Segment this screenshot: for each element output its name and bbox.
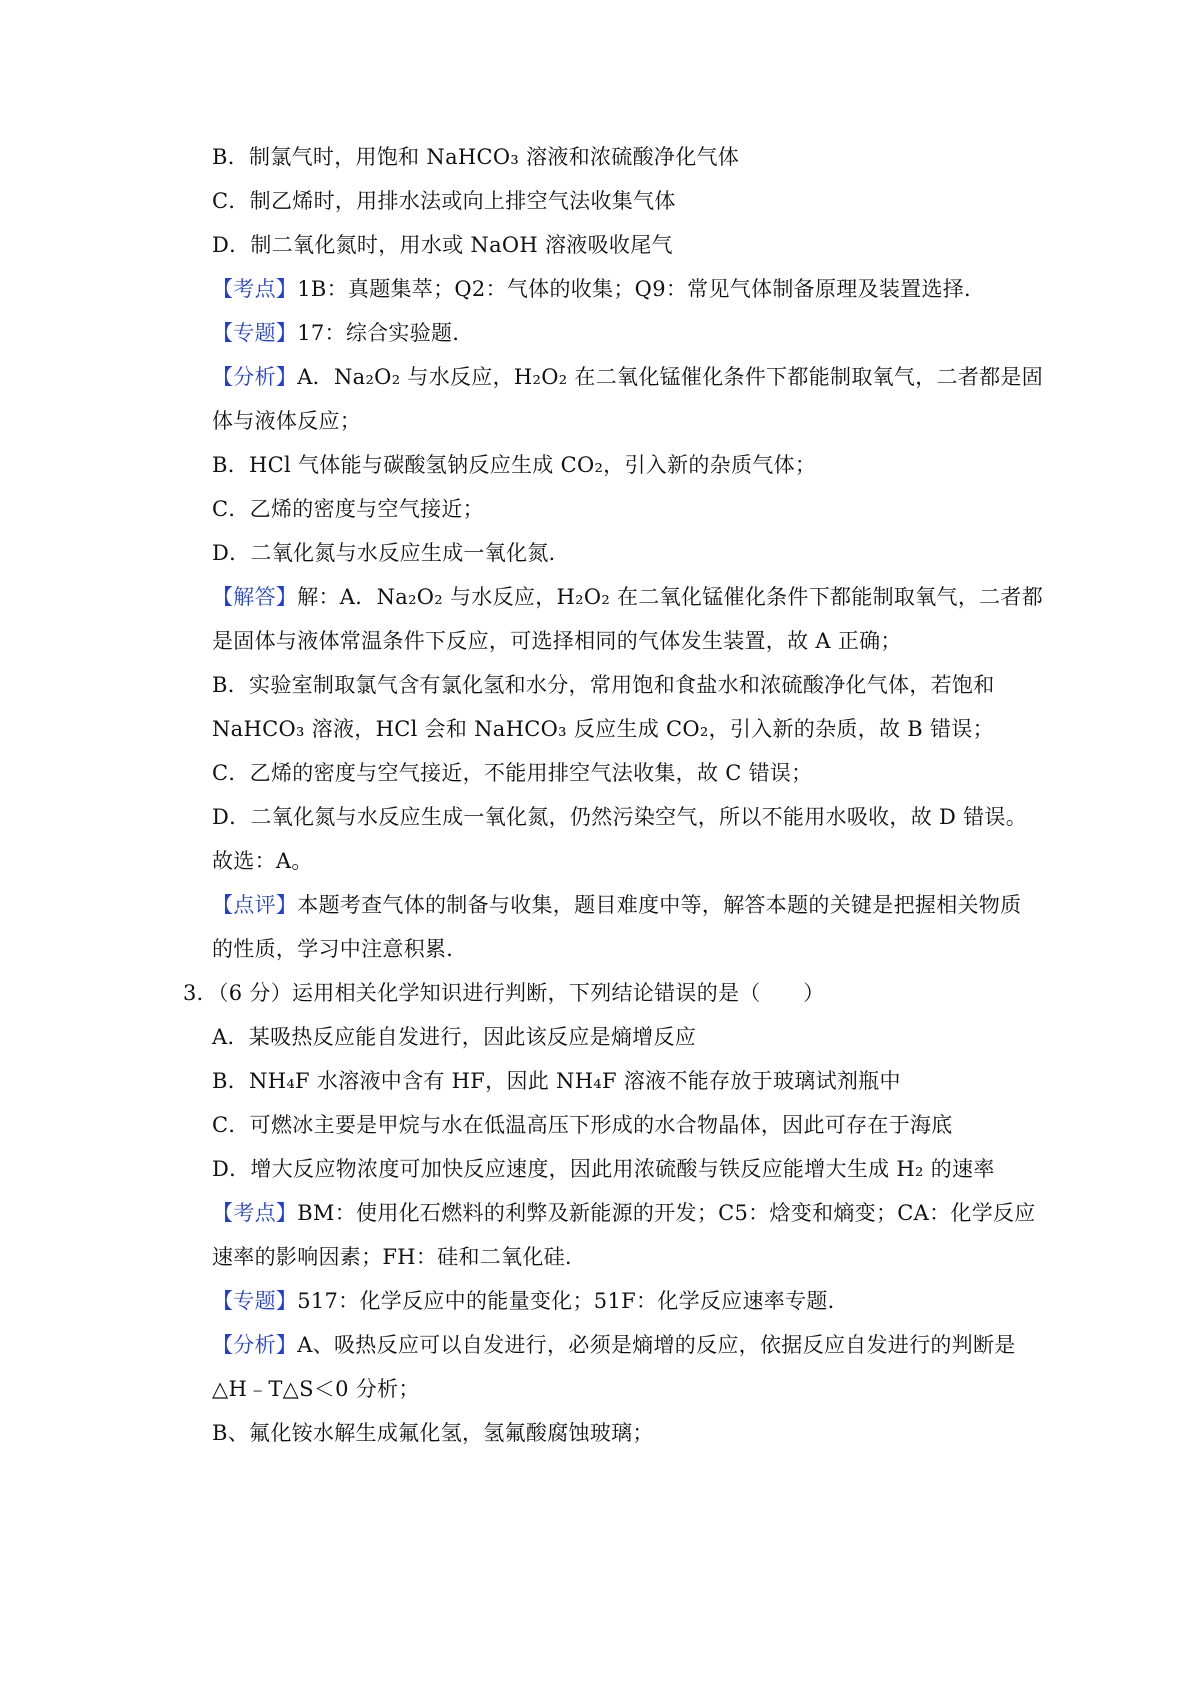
kaodian-tag: 【考点】 xyxy=(212,277,298,301)
fenxi-text: A、吸热反应可以自发进行，必须是熵增的反应，依据反应自发进行的判断是 xyxy=(297,1333,1016,1357)
zhuanti-tag: 【专题】 xyxy=(212,321,298,345)
q2-dianping-line: 的性质，学习中注意积累． xyxy=(212,937,468,961)
q3-option-b: B．NH₄F 水溶液中含有 HF，因此 NH₄F 溶液不能存放于玻璃试剂瓶中 xyxy=(212,1069,901,1093)
q2-zhuanti xyxy=(212,319,474,347)
kaodian-tag: 【考点】 xyxy=(212,1201,298,1225)
q3-fenxi xyxy=(212,1331,1016,1359)
kaodian-text: 1B：真题集萃；Q2：气体的收集；Q9：常见气体制备原理及装置选择． xyxy=(297,277,986,301)
q2-option-b: B．制氯气时，用饱和 NaHCO₃ 溶液和浓硫酸净化气体 xyxy=(212,145,740,169)
q3-option-c: C．可燃冰主要是甲烷与水在低温高压下形成的水合物晶体，因此可存在于海底 xyxy=(212,1113,953,1137)
q2-dianping xyxy=(212,891,1021,919)
q2-jieda-line: D．二氧化氮与水反应生成一氧化氮，仍然污染空气，所以不能用水吸收，故 D 错误。 xyxy=(212,805,1028,829)
dianping-tag: 【点评】 xyxy=(212,893,298,917)
dianping-text: 本题考查气体的制备与收集，题目难度中等，解答本题的关键是把握相关物质 xyxy=(297,893,1022,917)
q2-jieda-line: C．乙烯的密度与空气接近，不能用排空气法收集，故 C 错误； xyxy=(212,761,813,785)
q3-kaodian xyxy=(212,1199,1036,1227)
q3-zhuanti xyxy=(212,1287,849,1315)
q2-jieda-line: NaHCO₃ 溶液，HCl 会和 NaHCO₃ 反应生成 CO₂，引入新的杂质，故 B 错误； xyxy=(212,717,994,741)
q2-jieda-line: B．实验室制取氯气含有氯化氢和水分，常用饱和食盐水和浓硫酸净化气体，若饱和 xyxy=(212,673,995,697)
kaodian-text: BM：使用化石燃料的利弊及新能源的开发；C5：焓变和熵变；CA：化学反应 xyxy=(297,1201,1036,1225)
q2-fenxi-line: B．HCl 气体能与碳酸氢钠反应生成 CO₂，引入新的杂质气体； xyxy=(212,453,817,477)
q3-fenxi-line: B、氟化铵水解生成氟化氢，氢氟酸腐蚀玻璃； xyxy=(212,1421,654,1445)
q2-fenxi-line: 体与液体反应； xyxy=(212,409,362,433)
zhuanti-text: 517：化学反应中的能量变化；51F：化学反应速率专题． xyxy=(297,1289,849,1313)
fenxi-text: A．Na₂O₂ 与水反应，H₂O₂ 在二氧化锰催化条件下都能制取氧气，二者都是固 xyxy=(297,365,1044,389)
q2-fenxi xyxy=(212,363,1043,391)
q2-fenxi-line: D．二氧化氮与水反应生成一氧化氮． xyxy=(212,541,570,565)
q2-fenxi-line: C．乙烯的密度与空气接近； xyxy=(212,497,484,521)
q3-fenxi-line: △H﹣T△S＜0 分析； xyxy=(212,1377,420,1401)
q3-option-a: A．某吸热反应能自发进行，因此该反应是熵增反应 xyxy=(212,1025,697,1049)
fenxi-tag: 【分析】 xyxy=(212,365,298,389)
jieda-tag: 【解答】 xyxy=(212,585,298,609)
q3-kaodian-line: 速率的影响因素；FH：硅和二氧化硅． xyxy=(212,1245,587,1269)
fenxi-tag: 【分析】 xyxy=(212,1333,298,1357)
jieda-text: 解：A．Na₂O₂ 与水反应，H₂O₂ 在二氧化锰催化条件下都能制取氧气，二者都 xyxy=(297,585,1044,609)
zhuanti-text: 17：综合实验题． xyxy=(297,321,474,345)
q3-option-d: D．增大反应物浓度可加快反应速度，因此用浓硫酸与铁反应能增大生成 H₂ 的速率 xyxy=(212,1157,995,1181)
q2-jieda-line: 故选：A。 xyxy=(212,849,313,873)
q3-stem: 3．（6 分）运用相关化学知识进行判断，下列结论错误的是（ ） xyxy=(183,981,825,1005)
q2-jieda-line: 是固体与液体常温条件下反应，可选择相同的气体发生装置，故 A 正确； xyxy=(212,629,902,653)
q2-option-c: C．制乙烯时，用排水法或向上排空气法收集气体 xyxy=(212,189,676,213)
q2-option-d: D．制二氧化氮时，用水或 NaOH 溶液吸收尾气 xyxy=(212,233,673,257)
q2-jieda xyxy=(212,583,1043,611)
q2-kaodian xyxy=(212,275,985,303)
zhuanti-tag: 【专题】 xyxy=(212,1289,298,1313)
